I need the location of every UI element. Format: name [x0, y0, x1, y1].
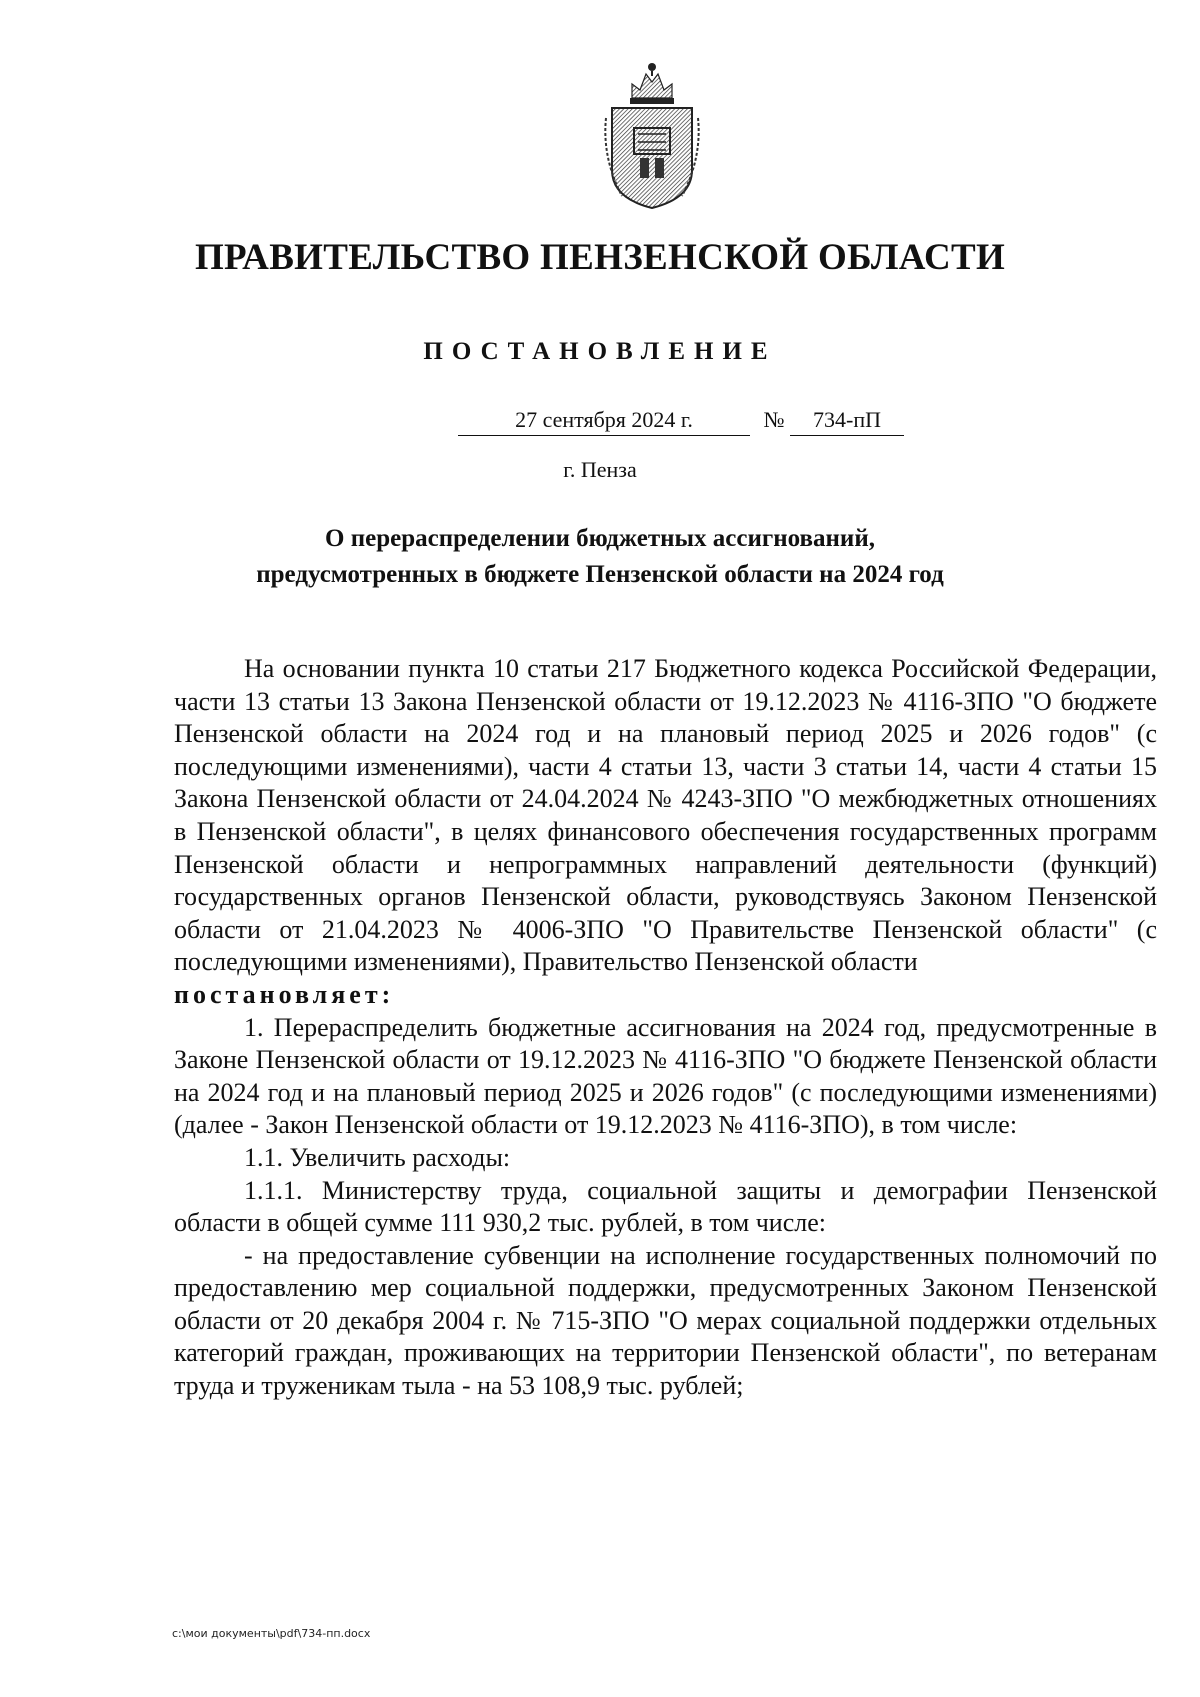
document-body [174, 653, 1157, 1403]
number-sign: № [763, 407, 785, 432]
preamble-paragraph: На основании пункта 10 статьи 217 Бюджетного кодекса Российской Федерации, части 13 статьи 13 Закона Пензенской области от 19.12.2023 № 4116-ЗПО "О бюджете Пензенской области на 2024 год и на плановый период 2025 и 2026 годов" (с последующими изменениями), части 4 статьи 13, части 3 статьи 14, части 4 статьи 15 Закона Пензенской области от 24.04.2024 № 4243-ЗПО "О межбюджетных отношениях в Пензенской области", в целях финансового обеспечения государственных программ Пензенской области и непрограммных направлений деятельности (функций) государственных органов Пензенской области, руководствуясь Законом Пензенской области от 21.04.2023 № 4006-ЗПО "О Правительстве Пензенской области" (с последующими изменениями), Правительство Пензенской области [174, 654, 1157, 977]
subject-line-1: О перераспределении бюджетных ассигнований, [325, 525, 875, 552]
city: г. Пенза [563, 457, 637, 482]
file-path-footer: c:\мои документы\pdf\734-пп.docx [172, 1627, 371, 1640]
document-subject [0, 521, 1200, 593]
subject-line-2: предусмотренных в бюджете Пензенской области на 2024 год [256, 561, 944, 588]
bullet-paragraph: - на предоставление субвенции на исполнение государственных полномочий по предоставлению мер социальной поддержки, предусмотренных Законом Пензенской области от 20 декабря 2004 г. № 715-ЗПО "О мерах социальной поддержки отдельных категорий граждан, проживающих на территории Пензенской области", по ветеранам труда и труженикам тыла - на 53 108,9 тыс. рублей; [174, 1240, 1157, 1401]
decree-word: постановляет: [174, 979, 395, 1009]
organization-title: ПРАВИТЕЛЬСТВО ПЕНЗЕНСКОЙ ОБЛАСТИ [194, 237, 1006, 278]
coat-of-arms-icon [602, 58, 702, 210]
paragraph-item-1: 1. Перераспределить бюджетные ассигнования на 2024 год, предусмотренные в Законе Пензенской области от 19.12.2023 № 4116-ЗПО "О бюджете Пензенской области на 2024 год и на плановый период 2025 и 2026 годов" (с последующими изменениями) (далее - Закон Пензенской области от 19.12.2023 № 4116-ЗПО), в том числе: [174, 1012, 1157, 1140]
date-number-line [0, 405, 1200, 441]
document-type: ПОСТАНОВЛЕНИЕ [423, 338, 777, 365]
paragraph-item-1-1-1: 1.1.1. Министерству труда, социальной защиты и демографии Пензенской области в общей сумме 111 930,2 тыс. рублей, в том числе: [174, 1175, 1157, 1238]
paragraph-item-1-1: 1.1. Увеличить расходы: [244, 1142, 511, 1172]
document-date: 27 сентября 2024 г. [458, 405, 750, 436]
document-number: 734-пП [790, 405, 904, 436]
